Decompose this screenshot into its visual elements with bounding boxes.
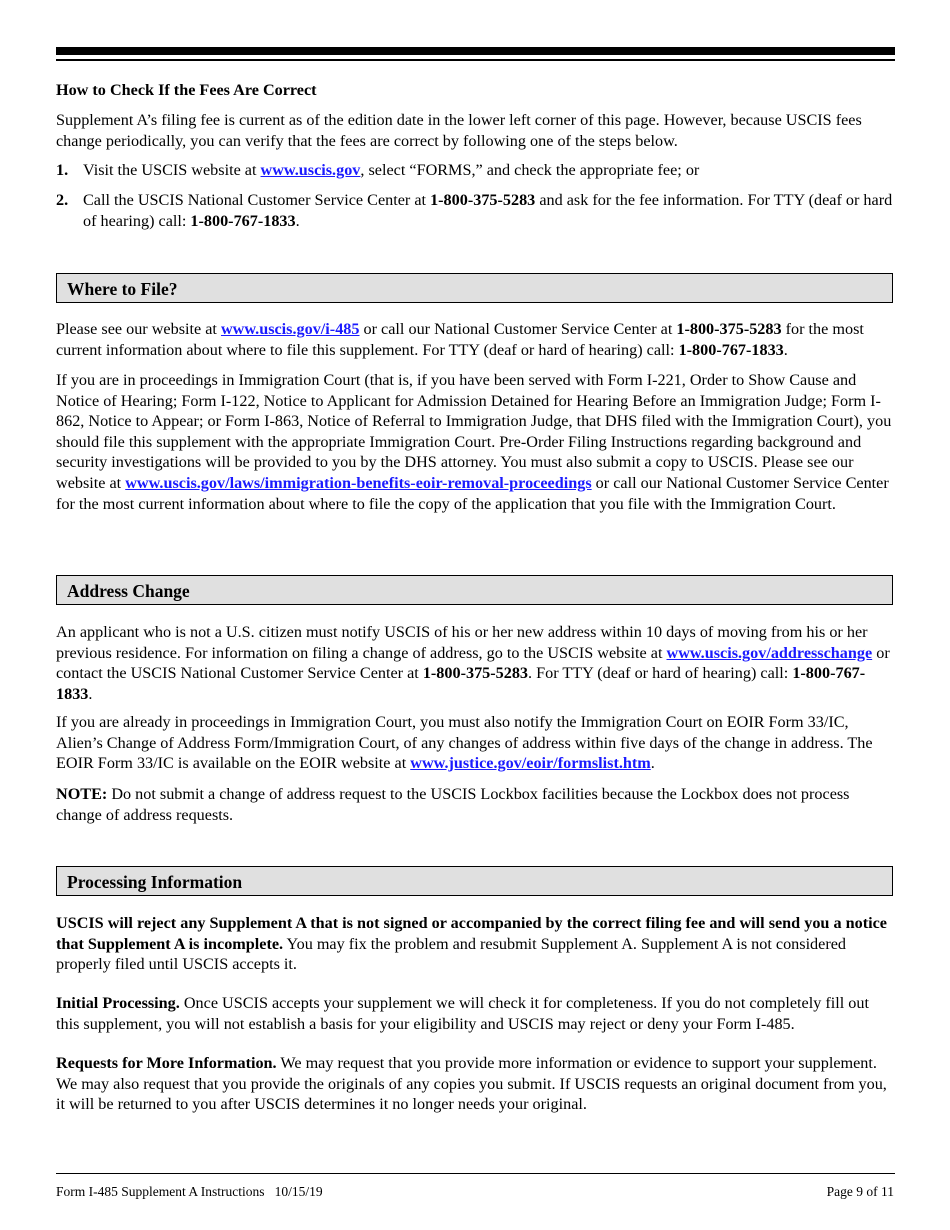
where-p1-mid2: for the most current information about where to file this supplement. For TTY (deaf or hard of hearing) call: xyxy=(56,320,864,359)
where-p1-mid: or call our National Customer Service Center at xyxy=(359,320,677,338)
address-p1-mid2: . For TTY (deaf or hard of hearing) call: xyxy=(528,664,793,683)
step-2-text-pre: Call the USCIS National Customer Service Center at xyxy=(83,191,431,209)
where-to-file-heading: Where to File? xyxy=(56,273,893,303)
fees-intro-text: Supplement A’s filing fee is current as of the edition date in the lower left corner of this page. However, because USCIS fees change periodically, you can verify that the fees are correct by following one of the steps below. xyxy=(56,111,862,150)
step-2-tty: 1-800-767-1833 xyxy=(190,211,296,230)
address-p1-tty: 1-800-767-1833 xyxy=(56,664,866,703)
processing-paragraph-2 xyxy=(56,993,895,1034)
where-p1-post: . xyxy=(783,340,788,359)
where-p1-tty: 1-800-767-1833 xyxy=(678,340,784,359)
more-information-label: Requests for More Information. xyxy=(56,1054,277,1072)
processing-p1-bold: USCIS will reject any Supplement A that is not signed or accompanied by the correct filing fee and will send you a notice that Supplement A is incomplete. xyxy=(56,914,887,953)
step-2-text-post: . xyxy=(295,211,300,230)
where-paragraph-2 xyxy=(56,370,895,514)
fees-intro xyxy=(56,110,895,151)
address-p2-post: . xyxy=(650,754,655,773)
processing-information-heading: Processing Information xyxy=(56,866,893,896)
processing-p1-text: You may fix the problem and resubmit Supplement A. Supplement A is not considered properly filed until USCIS accepts it. xyxy=(56,934,847,974)
step-2-text-mid: and ask for the fee information. For TTY (deaf or hard of hearing) call: xyxy=(83,191,893,230)
address-p2-pre: If you are already in proceedings in Immigration Court, you must also notify the Immigration Court on EOIR Form 33/IC, Alien’s Change of Address Form/Immigration Court, of any changes of address within five days of the change in address. The EOIR Form 33/IC is available on the EOIR website at xyxy=(56,713,873,773)
note-label: NOTE: xyxy=(56,785,108,803)
address-note xyxy=(56,784,895,825)
where-p1-pre: Please see our website at xyxy=(56,320,221,338)
address-p1-phone: 1-800-375-5283 xyxy=(422,664,529,683)
step-2-number: 2. xyxy=(56,191,69,209)
address-p1-pre: An applicant who is not a U.S. citizen must notify USCIS of his or her new address within 10 days of moving from his or her previous residence. For information on filing a change of address, go to the USCIS website at xyxy=(56,623,868,662)
fees-step-1 xyxy=(56,160,895,181)
fees-step-2 xyxy=(56,190,895,231)
step-1-number: 1. xyxy=(56,161,69,179)
step-1-text-pre: Visit the USCIS website at xyxy=(83,161,261,179)
note-text: Do not submit a change of address request to the USCIS Lockbox facilities because the Lockbox does not process change of address requests. xyxy=(56,785,850,824)
address-p1-post: . xyxy=(88,684,93,703)
eoir-removal-proceedings-link[interactable]: www.uscis.gov/laws/immigration-benefits-eoir-removal-proceedings xyxy=(125,473,592,492)
step-1-text-post: , select “FORMS,” and check the appropriate fee; or xyxy=(360,161,700,179)
address-p1-mid: or contact the USCIS National Customer Service Center at xyxy=(56,643,890,683)
where-p2-pre: If you are in proceedings in Immigration Court (that is, if you have been served with Form I-221, Order to Show Cause and Notice of Hearing; Form I-122, Notice to Applicant for Admission Detained for Hearing Before an Immigration Judge; Form I-862, Notice to Appear; or Form I-863, Notice of Referral to Immigration Judge, that DHS filed with the Immigration Court), you should file this supplement with the appropriate Immigration Court. Pre-Order Filing Instructions regarding background and security investigations will be provided to you by the DHS attorney. You must also submit a copy to USCIS. Please see our website at xyxy=(56,371,892,492)
uscis-website-link[interactable]: www.uscis.gov xyxy=(260,161,361,179)
eoir-forms-list-link[interactable]: www.justice.gov/eoir/formslist.htm xyxy=(410,754,651,773)
where-p1-phone: 1-800-375-5283 xyxy=(676,320,782,338)
fees-section xyxy=(56,80,895,101)
header-rule-thin xyxy=(56,59,895,61)
step-2-phone: 1-800-375-5283 xyxy=(430,191,536,209)
address-paragraph-1 xyxy=(56,622,895,704)
footer-form-edition: Form I-485 Supplement A Instructions 10/15/19 xyxy=(56,1184,323,1199)
footer-rule xyxy=(56,1173,895,1174)
where-paragraph-1 xyxy=(56,319,895,360)
initial-processing-text: Once USCIS accepts your supplement we will check it for completeness. If you do not completely fill out this supplement, you will not establish a basis for your eligibility and USCIS may reject or deny your Form I-485. xyxy=(56,994,869,1033)
footer-page-number: Page 9 of 11 xyxy=(826,1184,894,1199)
address-change-heading: Address Change xyxy=(56,575,893,605)
header-rule-thick xyxy=(56,47,895,55)
processing-paragraph-1 xyxy=(56,913,895,975)
address-paragraph-2 xyxy=(56,712,895,774)
where-p2-post: or call our National Customer Service Center for the most current information about where to file the copy of the application that you file with the Immigration Court. xyxy=(56,473,889,513)
processing-paragraph-3 xyxy=(56,1053,895,1115)
more-information-text: We may request that you provide more information or evidence to support your supplement. We may also request that you provide the originals of any copies you submit. If USCIS requests an original document from you, it will be returned to you after USCIS determines it no longer needs your original. xyxy=(56,1054,887,1114)
initial-processing-label: Initial Processing. xyxy=(56,994,180,1012)
fees-heading: How to Check If the Fees Are Correct xyxy=(56,81,317,99)
address-change-link[interactable]: www.uscis.gov/addresschange xyxy=(666,643,873,662)
i485-website-link[interactable]: www.uscis.gov/i-485 xyxy=(220,320,360,338)
